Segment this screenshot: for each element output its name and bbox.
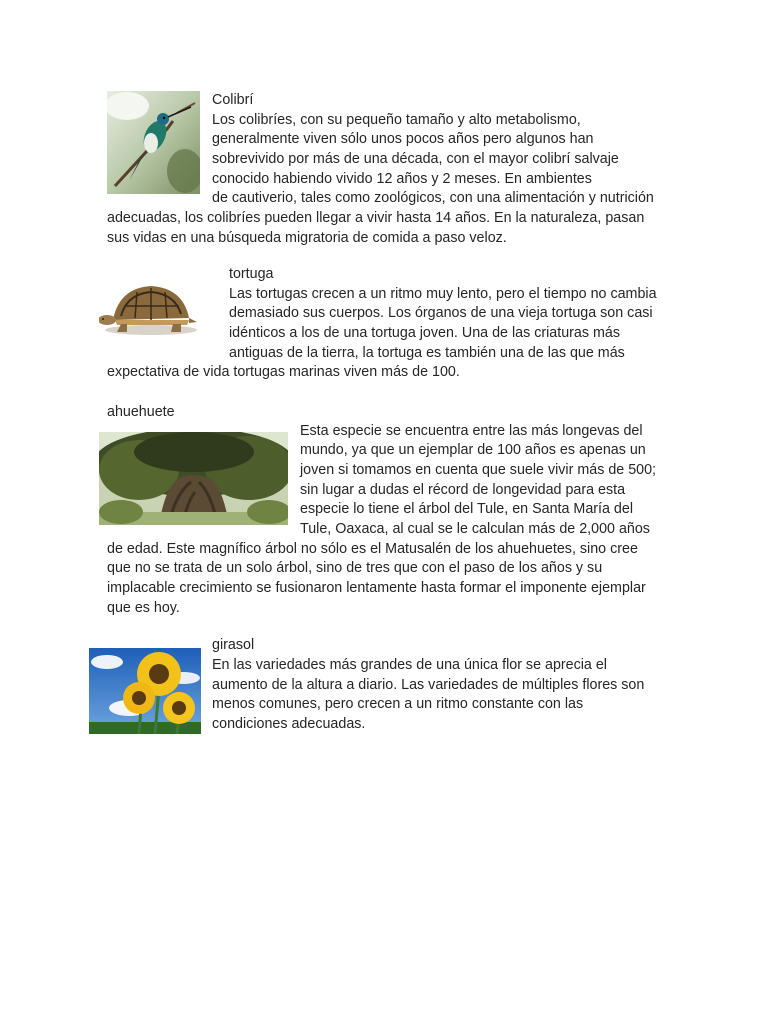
paragraph-line: expectativa de vida tortugas marinas viven más de 100. xyxy=(107,364,460,380)
paragraph-line: idénticos a los de una tortuga joven. Una de las criaturas más xyxy=(229,325,621,341)
paragraph-line: conocido habiendo vivido 12 años y 2 meses. En ambientes xyxy=(212,171,592,187)
paragraph-line: Tule, Oaxaca, al cual se le calculan más de 2,000 años xyxy=(300,521,650,537)
paragraph-line: demasiado sus cuerpos. Los órganos de una vieja tortuga son casi xyxy=(229,305,653,321)
section-title-tortuga: tortuga xyxy=(229,266,274,282)
paragraph-line: aumento de la altura a diario. Las variedades de múltiples flores son xyxy=(212,677,645,693)
paragraph-line: joven si tomamos en cuenta que suele vivir más de 500; xyxy=(300,462,657,478)
paragraph-line: adecuadas, los colibríes pueden llegar a vivir hasta 14 años. En la naturaleza, pasan xyxy=(107,210,645,226)
hummingbird-image xyxy=(107,91,200,194)
section-title-colibri: Colibrí xyxy=(212,92,254,108)
section-title-ahuehuete: ahuehuete xyxy=(107,404,175,420)
paragraph-line: de edad. Este magnífico árbol no sólo es el Matusalén de los ahuehuetes, sino cree xyxy=(107,541,638,557)
paragraph-line: generalmente viven sólo unos pocos años pero algunos han xyxy=(212,131,594,147)
section-title-girasol: girasol xyxy=(212,637,255,653)
ahuehuete-tree-image xyxy=(99,432,288,525)
paragraph-line: especie lo tiene el árbol del Tule, en Santa María del xyxy=(300,501,634,517)
paragraph-line: sus vidas en una búsqueda migratoria de comida a paso veloz. xyxy=(107,230,507,246)
paragraph-line: implacable crecimiento se fusionaron lentamente hasta formar el imponente ejemplar xyxy=(107,580,646,596)
paragraph-line: sin lugar a dudas el récord de longevidad para esta xyxy=(300,482,626,498)
paragraph-line: que es hoy. xyxy=(107,600,180,616)
paragraph-line: En las variedades más grandes de una única flor se aprecia el xyxy=(212,657,607,673)
paragraph-line: Esta especie se encuentra entre las más longevas del xyxy=(300,423,643,439)
sunflower-image xyxy=(89,648,201,734)
paragraph-line: condiciones adecuadas. xyxy=(212,716,366,732)
paragraph-line: de cautiverio, tales como zoológicos, con una alimentación y nutrición xyxy=(212,190,654,206)
paragraph-line: mundo, ya que un ejemplar de 100 años es apenas un xyxy=(300,442,646,458)
paragraph-line: que no se trata de un solo árbol, sino de tres que con el paso de los años y su xyxy=(107,560,603,576)
paragraph-line: antiguas de la tierra, la tortuga es también una de las que más xyxy=(229,345,625,361)
paragraph-line: Las tortugas crecen a un ritmo muy lento, pero el tiempo no cambia xyxy=(229,286,657,302)
tortoise-image xyxy=(99,280,204,338)
paragraph-line: menos comunes, pero crecen a un ritmo constante con las xyxy=(212,696,584,712)
paragraph-line: Los colibríes, con su pequeño tamaño y alto metabolismo, xyxy=(212,112,581,128)
paragraph-line: sobrevivido por más de una década, con el mayor colibrí salvaje xyxy=(212,151,619,167)
